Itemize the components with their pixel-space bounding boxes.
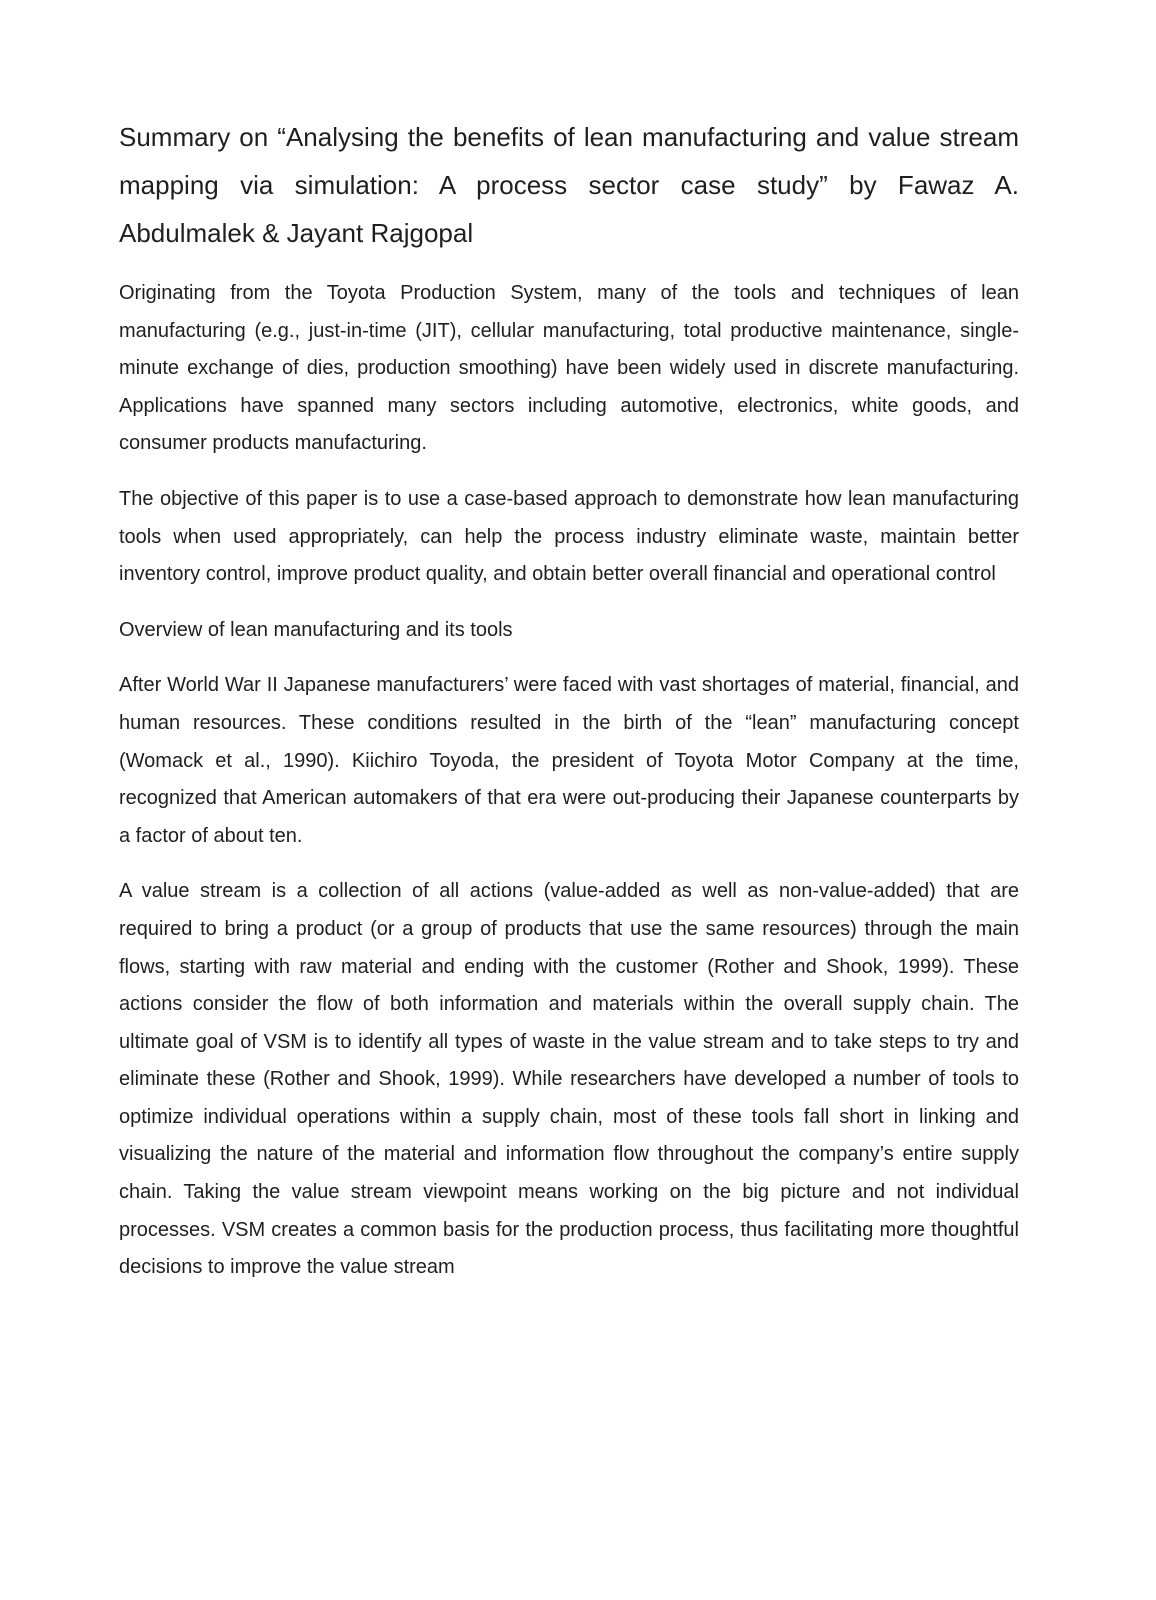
paragraph-objective: The objective of this paper is to use a case-based approach to demonstrate how lean manufacturing tools when used appropriately, can help the process industry eliminate waste, maintain better inventory control, improve product quality, and obtain better overall financial and operational control: [119, 487, 1019, 586]
document-page: [119, 113, 1019, 1305]
document-title: Summary on “Analysing the benefits of lean manufacturing and value stream mapping via simulation: A process sector case study” by Fawaz A. Abdulmalek & Jayant Rajgopal: [119, 122, 1019, 248]
paragraph-origins: Originating from the Toyota Production System, many of the tools and techniques of lean manufacturing (e.g., just-in-time (JIT), cellular manufacturing, total productive maintenance, single-minute exchange of dies, production smoothing) have been widely used in discrete manufacturing. Applications have spanned many sectors including automotive, electronics, white goods, and consumer products manufacturing.: [119, 282, 1019, 455]
paragraph-history: After World War II Japanese manufacturers’ were faced with vast shortages of material, financial, and human resources. These conditions resulted in the birth of the “lean” manufacturing concept (Womack et al., 1990). Kiichiro Toyoda, the president of Toyota Motor Company at the time, recognized that American automakers of that era were out-producing their Japanese counterparts by a factor of about ten.: [119, 674, 1019, 847]
paragraph-value-stream: A value stream is a collection of all actions (value-added as well as non-value-added) that are required to bring a product (or a group of products that use the same resources) through the main flows, starting with raw material and ending with the customer (Rother and Shook, 1999). These actions consider the flow of both information and materials within the overall supply chain. The ultimate goal of VSM is to identify all types of waste in the value stream and to take steps to try and eliminate these (Rother and Shook, 1999). While researchers have developed a number of tools to optimize individual operations within a supply chain, most of these tools fall short in linking and visualizing the nature of the material and information flow throughout the company’s entire supply chain. Taking the value stream viewpoint means working on the big picture and not individual processes. VSM creates a common basis for the production process, thus facilitating more thoughtful decisions to improve the value stream: [119, 880, 1019, 1279]
section-heading: Overview of lean manufacturing and its tools: [119, 618, 513, 641]
